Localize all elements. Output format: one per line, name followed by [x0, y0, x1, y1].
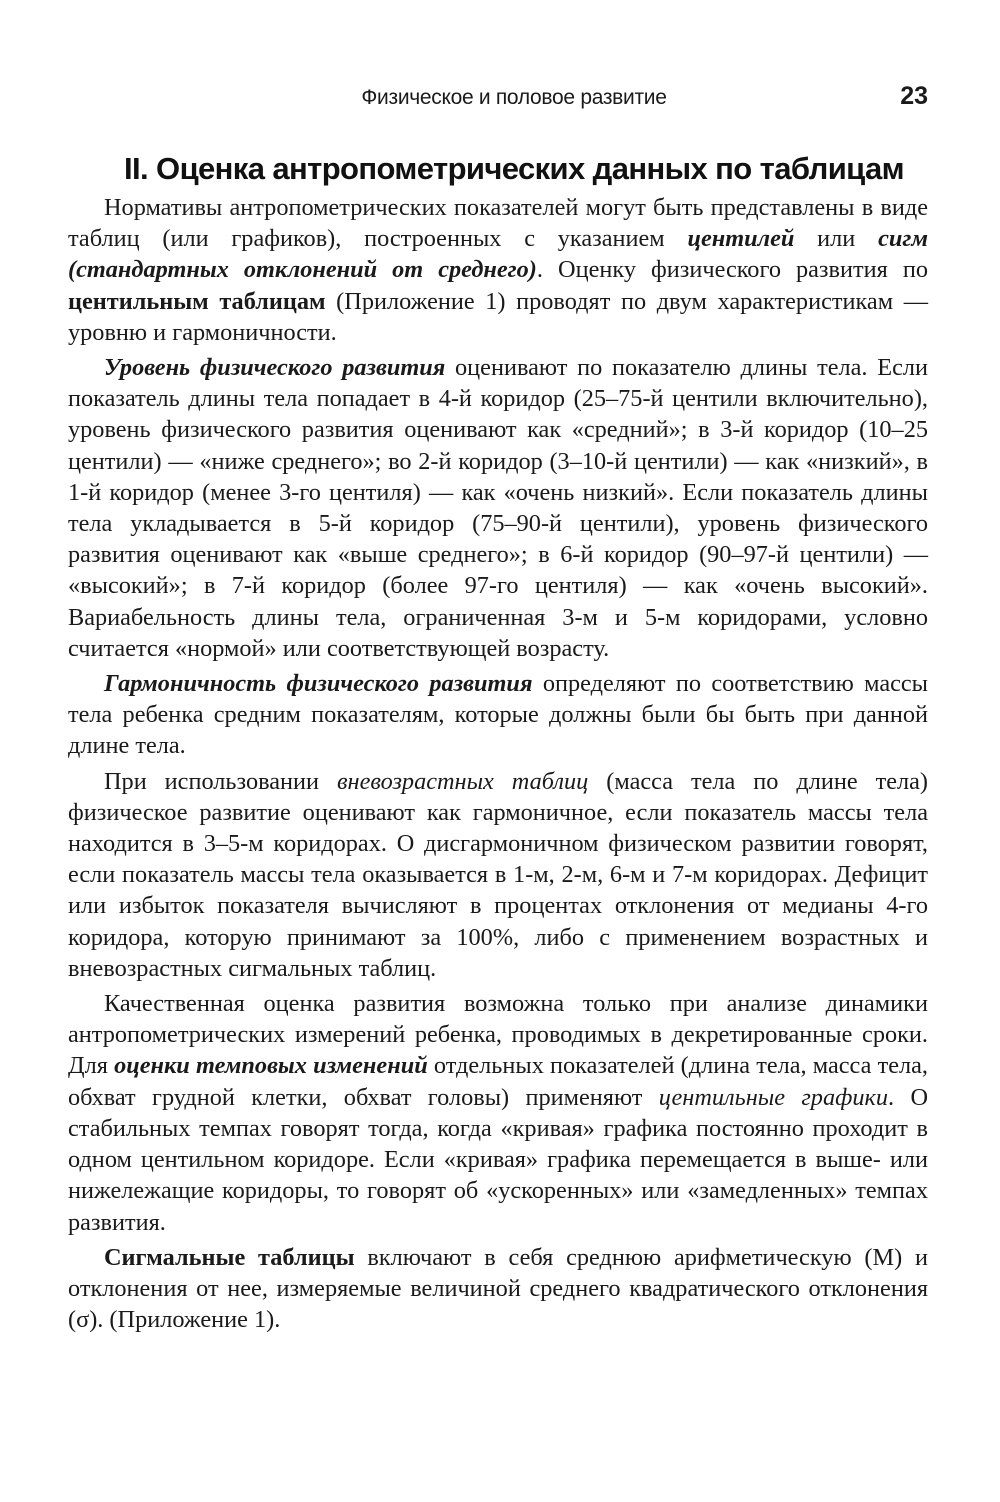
emphasis-centile-tables: центильным таблицам — [68, 287, 326, 315]
running-title: Физическое и половое развитие — [361, 86, 667, 109]
text-run: Качественная оценка развития возможна только при анализе динамики антропометрических измерений ребенка, проводимых в декретированные сроки. Для — [68, 990, 928, 1080]
paragraph-level — [68, 352, 928, 664]
emphasis-sigmas: сигм (стандартных отклонений от среднего) — [68, 225, 928, 284]
emphasis-sigma-tables: Сигмальные таблицы — [104, 1243, 355, 1271]
emphasis-centiles: центилей — [687, 225, 795, 253]
text-run: (Приложение 1) проводят по двум характеристикам — уровню и гармоничности. — [68, 287, 928, 346]
paragraph-sigma-tables — [68, 1242, 928, 1336]
body-text — [68, 192, 928, 1339]
section-title: II. Оценка антропометрических данных по таблицам — [124, 150, 904, 186]
paragraph-non-age-tables — [68, 766, 928, 984]
text-run: . Оценку физического развития по — [536, 256, 928, 284]
emphasis-harmony: Гармоничность физического развития — [104, 670, 533, 698]
text-run: определяют по соответствию массы тела ребенка средним показателям, которые должны были бы быть при данной длине тела. — [68, 670, 929, 760]
emphasis-non-age-tables: вневозрастных таблиц — [337, 767, 589, 795]
text-run: (масса тела по длине тела) физическое развитие оценивают как гармоничное, если показатель массы тела находится в 3–5-м коридорах. О дисгармоничном физическом развитии говорят, если показатель массы тела оказывается в 1-м, 2-м, 6-м и 7-м коридорах. Дефицит или избыток показателя вычисляют в процентах отклонения от медианы 4-го коридора, которую принимают за 100%, либо с применением возрастных и вневозрастных сигмальных таблиц. — [68, 767, 929, 982]
paragraph-quality — [68, 988, 928, 1238]
paragraph-harmony — [68, 668, 928, 762]
text-run: При использовании — [104, 767, 337, 795]
text-run: отдельных показателей (длина тела, масса тела, обхват грудной клетки, обхват головы) применяют — [68, 1052, 928, 1111]
emphasis-level: Уровень физического развития — [104, 354, 446, 382]
paragraph-intro — [68, 192, 928, 348]
emphasis-centile-graphs: центильные графики — [658, 1083, 889, 1111]
page-number: 23 — [900, 82, 928, 110]
text-run: или — [794, 225, 879, 253]
running-head — [100, 80, 928, 120]
text-run: включают в себя среднюю арифметическую (М) и отклонения от нее, измеряемые величиной среднего квадратического отклонения (σ). (Приложение 1). — [68, 1243, 928, 1334]
text-run: . О стабильных темпах говорят тогда, когда «кривая» графика постоянно проходит в одном центильном коридоре. Если «кривая» графика перемещается в выше- или нижележащие коридоры, то говорят об «ускоренных» или «замедленных» темпах развития. — [68, 1083, 928, 1236]
text-run: Нормативы антропометрических показателей могут быть представлены в виде таблиц (или графиков), построенных с указанием — [68, 194, 928, 253]
emphasis-tempo: оценки темповых изменений — [114, 1052, 428, 1080]
text-run: оценивают по показателю длины тела. Если показатель длины тела попадает в 4-й коридор (25–75-й центили включительно), уровень физического развития оценивают как «средний»; в 3-й коридор (10–25 центили) — «ниже среднего»; во 2-й коридор (3–10-й центили) — как «низкий», в 1-й коридор (менее 3-го центиля) — как «очень низкий». Если показатель длины тела укладывается в 5-й коридор (75–90-й центили), уровень физического развития оценивают как «выше среднего»; в 6-й коридор (90–97-й центили) — «высокий»; в 7-й коридор (более 97-го центиля) — как «очень высокий». Вариабельность длины тела, ограниченная 3-м и 5-м коридорами, условно считается «нормой» или соответствующей возрасту. — [68, 354, 928, 662]
